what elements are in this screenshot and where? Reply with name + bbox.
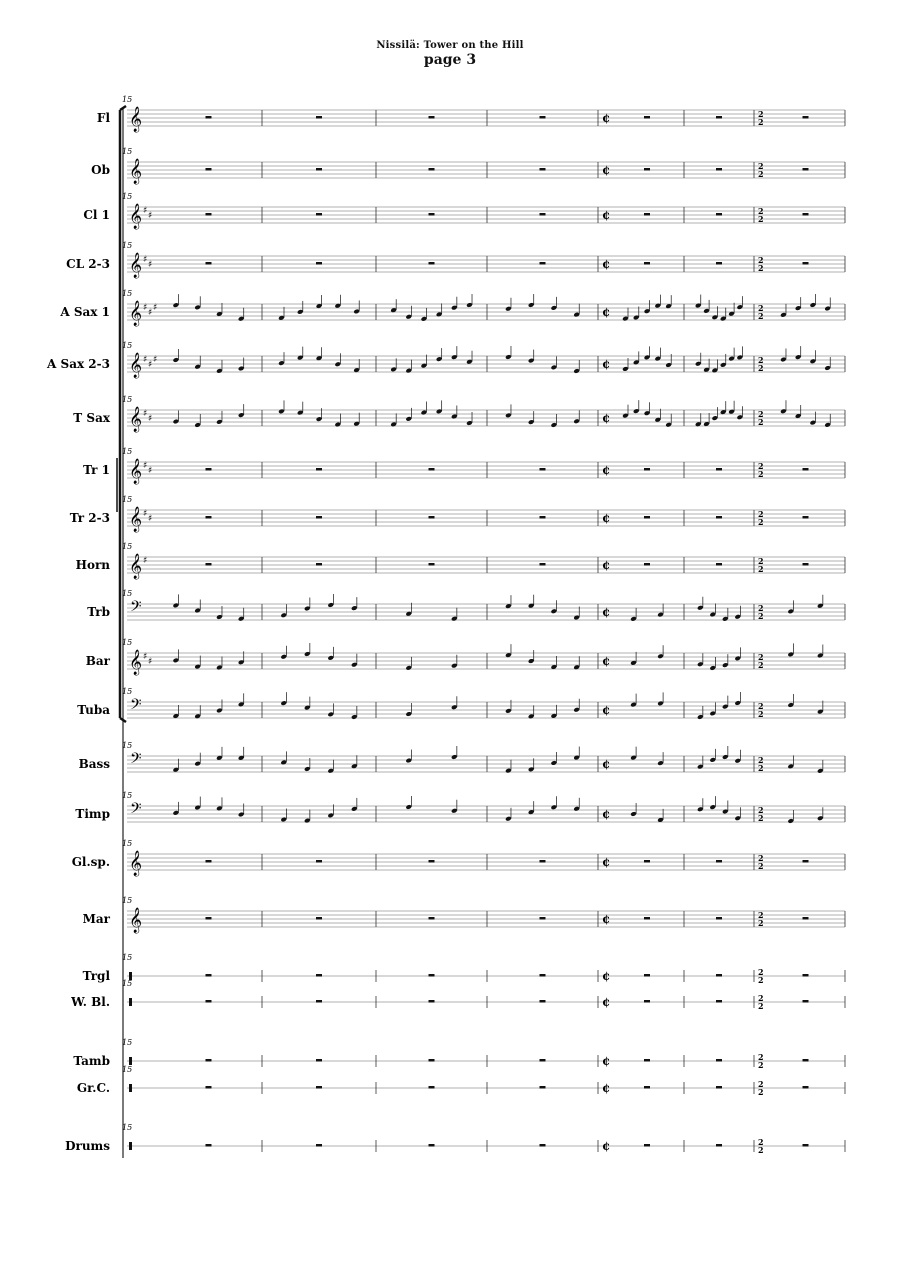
whole-rest xyxy=(206,1086,212,1089)
measure-number: 15 xyxy=(122,95,133,104)
whole-rest xyxy=(429,563,435,566)
whole-rest xyxy=(644,262,650,265)
measure-number: 15 xyxy=(122,1123,133,1132)
whole-rest xyxy=(540,168,546,171)
sharp-icon: ♯ xyxy=(143,461,148,471)
whole-rest xyxy=(540,917,546,920)
time-signature-bottom: 2 xyxy=(758,1001,764,1011)
whole-rest xyxy=(206,917,212,920)
time-signature-top: 2 xyxy=(758,1079,764,1089)
whole-rest xyxy=(429,213,435,216)
treble-clef-icon: 𝄞 xyxy=(129,353,143,378)
cut-time-icon: ¢ xyxy=(602,1139,611,1153)
whole-rest xyxy=(716,262,722,265)
measure-number: 15 xyxy=(122,839,133,848)
measure-number: 15 xyxy=(122,953,133,962)
time-signature-bottom: 2 xyxy=(758,169,764,179)
time-signature-bottom: 2 xyxy=(758,861,764,871)
sharp-icon: ♯ xyxy=(143,409,148,419)
instrument-label: Horn xyxy=(75,558,110,572)
treble-clef-icon: 𝄞 xyxy=(129,507,143,532)
whole-rest xyxy=(429,1086,435,1089)
whole-rest xyxy=(716,1086,722,1089)
cut-time-icon: ¢ xyxy=(602,411,611,425)
measure-number: 15 xyxy=(122,741,133,750)
instrument-label: Cl 1 xyxy=(83,208,110,222)
time-signature-bottom: 2 xyxy=(758,517,764,527)
measure-number: 15 xyxy=(122,589,133,598)
percussion-clef-icon xyxy=(129,1084,132,1092)
time-signature-bottom: 2 xyxy=(758,214,764,224)
time-signature-bottom: 2 xyxy=(758,813,764,823)
time-signature-top: 2 xyxy=(758,603,764,613)
instrument-label: A Sax 1 xyxy=(60,305,110,319)
sharp-icon: ♯ xyxy=(153,303,158,313)
whole-rest xyxy=(316,917,322,920)
sharp-icon: ♯ xyxy=(143,652,148,662)
whole-rest xyxy=(540,974,546,977)
sharp-icon: ♯ xyxy=(153,355,158,365)
whole-rest xyxy=(540,860,546,863)
whole-rest xyxy=(716,917,722,920)
instrument-label: Trgl xyxy=(82,969,110,983)
whole-rest xyxy=(316,213,322,216)
whole-rest xyxy=(803,1000,809,1003)
cut-time-icon: ¢ xyxy=(602,111,611,125)
time-signature-top: 2 xyxy=(758,993,764,1003)
measure-number: 15 xyxy=(122,542,133,551)
bass-clef-icon: 𝄢 xyxy=(130,598,142,619)
instrument-label: Trb xyxy=(87,605,110,619)
whole-rest xyxy=(644,974,650,977)
whole-rest xyxy=(206,1059,212,1062)
whole-rest xyxy=(316,516,322,519)
cut-time-icon: ¢ xyxy=(602,511,611,525)
whole-rest xyxy=(716,1000,722,1003)
whole-rest xyxy=(429,1059,435,1062)
measure-number: 15 xyxy=(122,192,133,201)
percussion-clef-icon xyxy=(129,1142,132,1150)
time-signature-top: 2 xyxy=(758,967,764,977)
whole-rest xyxy=(206,516,212,519)
whole-rest xyxy=(803,974,809,977)
sharp-icon: ♯ xyxy=(143,303,148,313)
whole-rest xyxy=(803,516,809,519)
whole-rest xyxy=(803,1144,809,1147)
whole-rest xyxy=(540,563,546,566)
whole-rest xyxy=(206,1144,212,1147)
sharp-icon: ♯ xyxy=(148,308,153,318)
treble-clef-icon: 𝄞 xyxy=(129,301,143,326)
time-signature-top: 2 xyxy=(758,461,764,471)
cut-time-icon: ¢ xyxy=(602,208,611,222)
sharp-icon: ♯ xyxy=(148,466,153,476)
whole-rest xyxy=(644,860,650,863)
whole-rest xyxy=(316,563,322,566)
time-signature-top: 2 xyxy=(758,1137,764,1147)
whole-rest xyxy=(540,213,546,216)
instrument-label: Gl.sp. xyxy=(71,855,110,869)
cut-time-icon: ¢ xyxy=(602,995,611,1009)
cut-time-icon: ¢ xyxy=(602,1054,611,1068)
time-signature-top: 2 xyxy=(758,509,764,519)
percussion-clef-icon xyxy=(129,1057,132,1065)
sharp-icon: ♯ xyxy=(148,414,153,424)
whole-rest xyxy=(644,1144,650,1147)
whole-rest xyxy=(716,168,722,171)
whole-rest xyxy=(429,917,435,920)
instrument-label: Tr 1 xyxy=(83,463,110,477)
cut-time-icon: ¢ xyxy=(602,757,611,771)
time-signature-bottom: 2 xyxy=(758,918,764,928)
bass-clef-icon: 𝄢 xyxy=(130,696,142,717)
time-signature-top: 2 xyxy=(758,910,764,920)
sharp-icon: ♯ xyxy=(143,556,148,566)
time-signature-top: 2 xyxy=(758,853,764,863)
time-signature-top: 2 xyxy=(758,755,764,765)
whole-rest xyxy=(803,563,809,566)
whole-rest xyxy=(316,974,322,977)
sharp-icon: ♯ xyxy=(148,211,153,221)
measure-number: 15 xyxy=(122,1065,133,1074)
instrument-label: Drums xyxy=(65,1139,110,1153)
whole-rest xyxy=(803,262,809,265)
whole-rest xyxy=(316,116,322,119)
sharp-icon: ♯ xyxy=(143,355,148,365)
whole-rest xyxy=(716,516,722,519)
whole-rest xyxy=(429,860,435,863)
whole-rest xyxy=(644,168,650,171)
cut-time-icon: ¢ xyxy=(602,305,611,319)
time-signature-top: 2 xyxy=(758,303,764,313)
whole-rest xyxy=(540,468,546,471)
cut-time-icon: ¢ xyxy=(602,605,611,619)
time-signature-top: 2 xyxy=(758,161,764,171)
whole-rest xyxy=(644,468,650,471)
time-signature-top: 2 xyxy=(758,1052,764,1062)
time-signature-top: 2 xyxy=(758,109,764,119)
time-signature-top: 2 xyxy=(758,701,764,711)
measure-number: 15 xyxy=(122,638,133,647)
whole-rest xyxy=(803,116,809,119)
time-signature-top: 2 xyxy=(758,206,764,216)
time-signature-top: 2 xyxy=(758,652,764,662)
score-title: Nissilä: Tower on the Hill xyxy=(376,40,524,51)
whole-rest xyxy=(644,563,650,566)
treble-clef-icon: 𝄞 xyxy=(129,554,143,579)
whole-rest xyxy=(540,516,546,519)
whole-rest xyxy=(716,116,722,119)
whole-rest xyxy=(206,213,212,216)
cut-time-icon: ¢ xyxy=(602,257,611,271)
whole-rest xyxy=(644,116,650,119)
whole-rest xyxy=(540,1144,546,1147)
whole-rest xyxy=(540,262,546,265)
bass-clef-icon: 𝄢 xyxy=(130,750,142,771)
percussion-clef-icon xyxy=(129,998,132,1006)
whole-rest xyxy=(803,917,809,920)
time-signature-bottom: 2 xyxy=(758,469,764,479)
sharp-icon: ♯ xyxy=(148,514,153,524)
whole-rest xyxy=(644,213,650,216)
instrument-label: Bar xyxy=(85,654,110,668)
whole-rest xyxy=(803,168,809,171)
whole-rest xyxy=(803,1086,809,1089)
time-signature-bottom: 2 xyxy=(758,763,764,773)
measure-number: 15 xyxy=(122,687,133,696)
instrument-label: Tuba xyxy=(77,703,110,717)
measure-number: 15 xyxy=(122,147,133,156)
treble-clef-icon: 𝄞 xyxy=(129,650,143,675)
measure-number: 15 xyxy=(122,395,133,404)
whole-rest xyxy=(803,213,809,216)
instrument-label: W. Bl. xyxy=(71,995,110,1009)
whole-rest xyxy=(206,974,212,977)
time-signature-bottom: 2 xyxy=(758,117,764,127)
treble-clef-icon: 𝄞 xyxy=(129,204,143,229)
time-signature-bottom: 2 xyxy=(758,975,764,985)
cut-time-icon: ¢ xyxy=(602,912,611,926)
measure-number: 15 xyxy=(122,241,133,250)
whole-rest xyxy=(429,1144,435,1147)
whole-rest xyxy=(644,516,650,519)
cut-time-icon: ¢ xyxy=(602,357,611,371)
whole-rest xyxy=(206,168,212,171)
whole-rest xyxy=(540,116,546,119)
measure-number: 15 xyxy=(122,791,133,800)
cut-time-icon: ¢ xyxy=(602,1081,611,1095)
whole-rest xyxy=(540,1000,546,1003)
sharp-icon: ♯ xyxy=(148,657,153,667)
instrument-label: CL 2-3 xyxy=(66,257,110,271)
whole-rest xyxy=(540,1086,546,1089)
time-signature-bottom: 2 xyxy=(758,311,764,321)
whole-rest xyxy=(206,468,212,471)
whole-rest xyxy=(429,116,435,119)
whole-rest xyxy=(716,1144,722,1147)
sharp-icon: ♯ xyxy=(143,255,148,265)
whole-rest xyxy=(316,1144,322,1147)
instrument-label: Ob xyxy=(91,163,110,177)
time-signature-top: 2 xyxy=(758,805,764,815)
measure-number: 15 xyxy=(122,495,133,504)
whole-rest xyxy=(316,1000,322,1003)
time-signature-bottom: 2 xyxy=(758,1060,764,1070)
cut-time-icon: ¢ xyxy=(602,163,611,177)
cut-time-icon: ¢ xyxy=(602,558,611,572)
whole-rest xyxy=(429,516,435,519)
page-label: page 3 xyxy=(423,52,477,68)
whole-rest xyxy=(429,974,435,977)
sharp-icon: ♯ xyxy=(143,509,148,519)
instrument-label: Fl xyxy=(96,111,110,125)
treble-clef-icon: 𝄞 xyxy=(129,851,143,876)
instrument-label: Tamb xyxy=(73,1054,110,1068)
time-signature-bottom: 2 xyxy=(758,564,764,574)
whole-rest xyxy=(644,1059,650,1062)
time-signature-top: 2 xyxy=(758,355,764,365)
whole-rest xyxy=(206,860,212,863)
whole-rest xyxy=(206,563,212,566)
whole-rest xyxy=(716,974,722,977)
whole-rest xyxy=(206,1000,212,1003)
whole-rest xyxy=(803,1059,809,1062)
whole-rest xyxy=(429,168,435,171)
treble-clef-icon: 𝄞 xyxy=(129,407,143,432)
time-signature-top: 2 xyxy=(758,556,764,566)
time-signature-top: 2 xyxy=(758,255,764,265)
time-signature-bottom: 2 xyxy=(758,611,764,621)
instrument-label: T Sax xyxy=(73,411,110,425)
whole-rest xyxy=(316,860,322,863)
whole-rest xyxy=(429,1000,435,1003)
whole-rest xyxy=(316,168,322,171)
measure-number: 15 xyxy=(122,289,133,298)
time-signature-bottom: 2 xyxy=(758,1145,764,1155)
time-signature-bottom: 2 xyxy=(758,263,764,273)
whole-rest xyxy=(540,1059,546,1062)
treble-clef-icon: 𝄞 xyxy=(129,459,143,484)
whole-rest xyxy=(716,213,722,216)
whole-rest xyxy=(316,468,322,471)
whole-rest xyxy=(316,1059,322,1062)
time-signature-bottom: 2 xyxy=(758,709,764,719)
cut-time-icon: ¢ xyxy=(602,855,611,869)
whole-rest xyxy=(644,1086,650,1089)
whole-rest xyxy=(644,917,650,920)
whole-rest xyxy=(206,262,212,265)
whole-rest xyxy=(429,262,435,265)
whole-rest xyxy=(716,563,722,566)
instrument-label: Gr.C. xyxy=(76,1081,110,1095)
cut-time-icon: ¢ xyxy=(602,654,611,668)
time-signature-bottom: 2 xyxy=(758,660,764,670)
time-signature-top: 2 xyxy=(758,409,764,419)
whole-rest xyxy=(316,262,322,265)
cut-time-icon: ¢ xyxy=(602,969,611,983)
whole-rest xyxy=(716,860,722,863)
cut-time-icon: ¢ xyxy=(602,807,611,821)
treble-clef-icon: 𝄞 xyxy=(129,253,143,278)
measure-number: 15 xyxy=(122,447,133,456)
measure-number: 15 xyxy=(122,896,133,905)
time-signature-bottom: 2 xyxy=(758,363,764,373)
cut-time-icon: ¢ xyxy=(602,463,611,477)
instrument-label: Timp xyxy=(75,807,110,821)
time-signature-bottom: 2 xyxy=(758,1087,764,1097)
instrument-label: Tr 2-3 xyxy=(69,511,110,525)
whole-rest xyxy=(316,1086,322,1089)
whole-rest xyxy=(429,468,435,471)
instrument-label: Mar xyxy=(82,912,110,926)
whole-rest xyxy=(206,116,212,119)
instrument-label: Bass xyxy=(78,757,110,771)
measure-number: 15 xyxy=(122,341,133,350)
instrument-label: A Sax 2-3 xyxy=(47,357,110,371)
whole-rest xyxy=(803,860,809,863)
treble-clef-icon: 𝄞 xyxy=(129,107,143,132)
whole-rest xyxy=(716,1059,722,1062)
sharp-icon: ♯ xyxy=(143,206,148,216)
measure-number: 15 xyxy=(122,1038,133,1047)
sharp-icon: ♯ xyxy=(148,360,153,370)
whole-rest xyxy=(803,468,809,471)
whole-rest xyxy=(716,468,722,471)
measure-number: 15 xyxy=(122,979,133,988)
cut-time-icon: ¢ xyxy=(602,703,611,717)
treble-clef-icon: 𝄞 xyxy=(129,159,143,184)
time-signature-bottom: 2 xyxy=(758,417,764,427)
bass-clef-icon: 𝄢 xyxy=(130,800,142,821)
whole-rest xyxy=(644,1000,650,1003)
sharp-icon: ♯ xyxy=(148,260,153,270)
treble-clef-icon: 𝄞 xyxy=(129,908,143,933)
